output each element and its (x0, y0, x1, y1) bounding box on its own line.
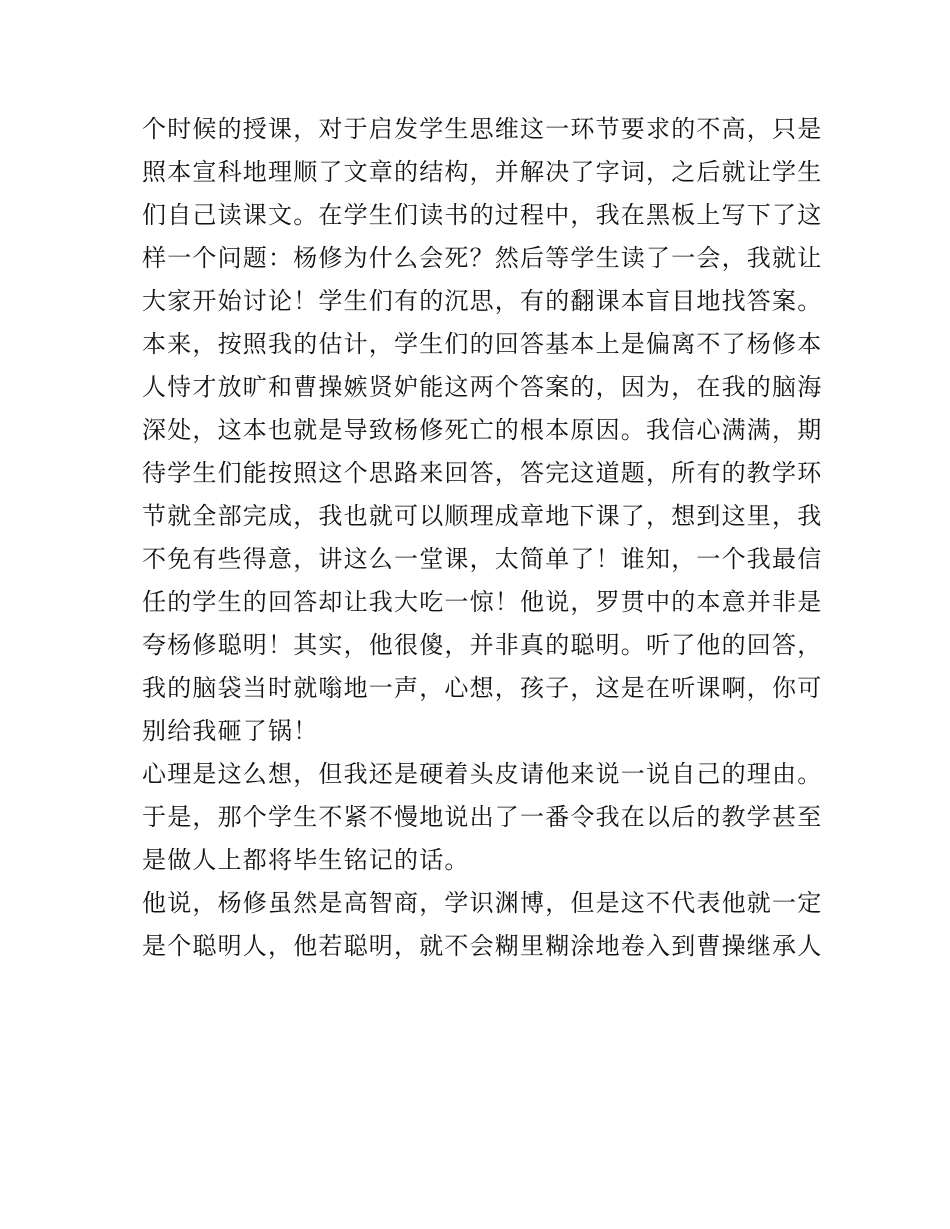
text-line: 们自己读课文。在学生们读书的过程中，我在黑板上写下了这 (142, 201, 823, 229)
text-line: 夸杨修聪明！其实，他很傻，并非真的聪明。听了他的回答， (142, 631, 823, 659)
text-line: 是个聪明人，他若聪明，就不会糊里糊涂地卷入到曹操继承人 (142, 932, 823, 960)
paragraph-2 (142, 753, 822, 882)
text-line: 样一个问题：杨修为什么会死？然后等学生读了一会，我就让 (142, 244, 823, 272)
text-line: 深处，这本也就是导致杨修死亡的根本原因。我信心满满，期 (142, 416, 823, 444)
text-line: 别给我砸了锅！ (142, 717, 319, 745)
paragraph-3 (142, 882, 822, 968)
text-line: 本来，按照我的估计，学生们的回答基本上是偏离不了杨修本 (142, 330, 823, 358)
paragraph-1 (142, 108, 822, 753)
text-line: 个时候的授课，对于启发学生思维这一环节要求的不高，只是 (142, 115, 823, 143)
text-line: 照本宣科地理顺了文章的结构，并解决了字词，之后就让学生 (142, 158, 823, 186)
text-line: 他说，杨修虽然是高智商，学识渊博，但是这不代表他就一定 (142, 889, 823, 917)
text-line: 待学生们能按照这个思路来回答，答完这道题，所有的教学环 (142, 459, 823, 487)
text-line: 我的脑袋当时就嗡地一声，心想，孩子，这是在听课啊，你可 (142, 674, 823, 702)
text-line: 大家开始讨论！学生们有的沉思，有的翻课本盲目地找答案。 (142, 287, 823, 315)
document-body (142, 108, 822, 968)
text-line: 不免有些得意，讲这么一堂课，太简单了！谁知，一个我最信 (142, 545, 823, 573)
text-line: 节就全部完成，我也就可以顺理成章地下课了，想到这里，我 (142, 502, 823, 530)
text-line: 于是，那个学生不紧不慢地说出了一番令我在以后的教学甚至 (142, 803, 823, 831)
text-line: 任的学生的回答却让我大吃一惊！他说，罗贯中的本意并非是 (142, 588, 823, 616)
text-line: 心理是这么想，但我还是硬着头皮请他来说一说自己的理由。 (142, 760, 823, 788)
text-line: 是做人上都将毕生铭记的话。 (142, 846, 470, 874)
text-line: 人恃才放旷和曹操嫉贤妒能这两个答案的，因为，在我的脑海 (142, 373, 823, 401)
